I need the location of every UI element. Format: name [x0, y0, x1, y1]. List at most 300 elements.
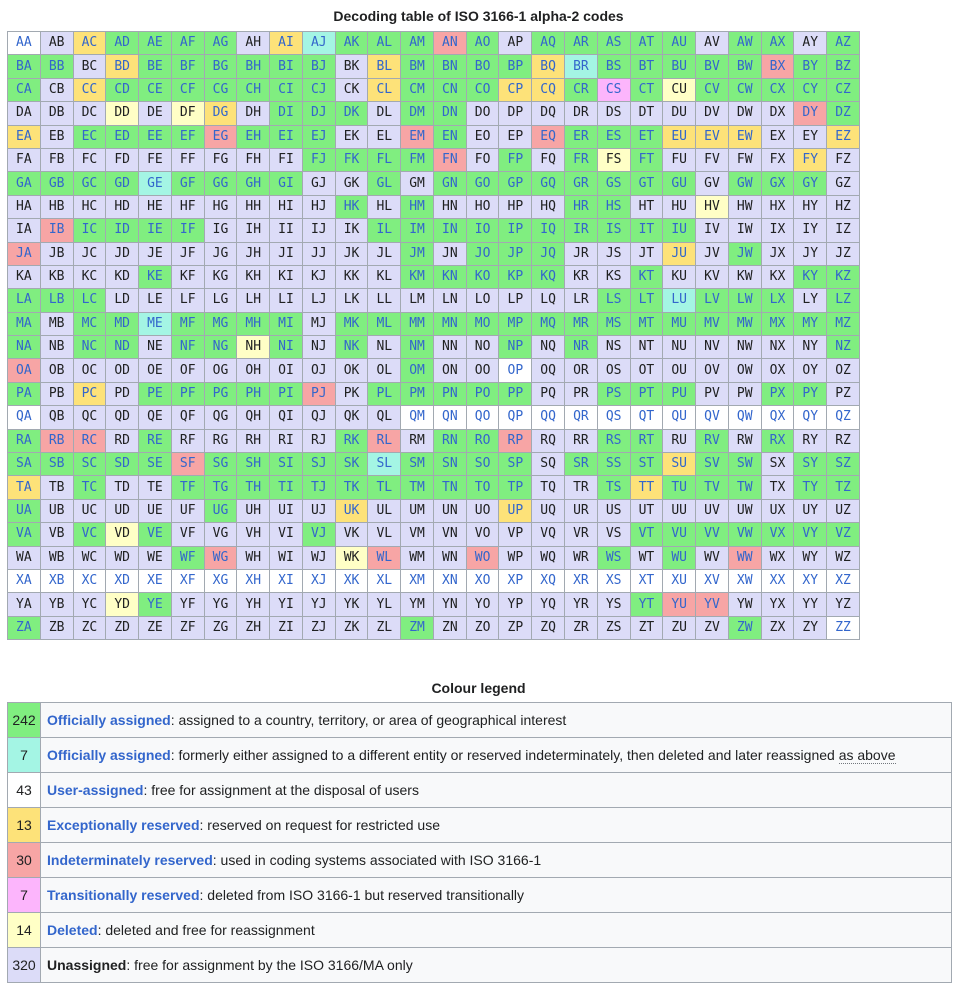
code-cell-vc[interactable]: VC [73, 523, 106, 546]
code-cell-qx[interactable]: QX [761, 406, 794, 429]
code-cell-sl[interactable]: SL [368, 453, 401, 476]
code-cell-ps[interactable]: PS [597, 382, 630, 405]
code-cell-ro[interactable]: RO [466, 429, 499, 452]
code-cell-mr[interactable]: MR [565, 312, 598, 335]
legend-label[interactable]: Exceptionally reserved [47, 817, 200, 833]
code-cell-se[interactable]: SE [139, 453, 172, 476]
code-cell-co[interactable]: CO [466, 78, 499, 101]
code-cell-ye[interactable]: YE [139, 593, 172, 616]
code-cell-hk[interactable]: HK [335, 195, 368, 218]
code-cell-op[interactable]: OP [499, 359, 532, 382]
code-cell-st[interactable]: ST [630, 453, 663, 476]
code-cell-im[interactable]: IM [401, 219, 434, 242]
code-cell-gr[interactable]: GR [565, 172, 598, 195]
code-cell-aa[interactable]: AA [8, 32, 41, 55]
code-cell-cl[interactable]: CL [368, 78, 401, 101]
code-cell-is[interactable]: IS [597, 219, 630, 242]
code-cell-nf[interactable]: NF [171, 336, 204, 359]
code-cell-gd[interactable]: GD [106, 172, 139, 195]
code-cell-ej[interactable]: EJ [302, 125, 335, 148]
code-cell-af[interactable]: AF [171, 32, 204, 55]
code-cell-tp[interactable]: TP [499, 476, 532, 499]
code-cell-pm[interactable]: PM [401, 382, 434, 405]
code-cell-tm[interactable]: TM [401, 476, 434, 499]
code-cell-ee[interactable]: EE [139, 125, 172, 148]
code-cell-fp[interactable]: FP [499, 148, 532, 171]
code-cell-mc[interactable]: MC [73, 312, 106, 335]
code-cell-mu[interactable]: MU [663, 312, 696, 335]
code-cell-bo[interactable]: BO [466, 55, 499, 78]
code-cell-kz[interactable]: KZ [827, 265, 860, 288]
code-cell-ae[interactable]: AE [139, 32, 172, 55]
code-cell-go[interactable]: GO [466, 172, 499, 195]
code-cell-qz[interactable]: QZ [827, 406, 860, 429]
code-cell-cx[interactable]: CX [761, 78, 794, 101]
code-cell-fr[interactable]: FR [565, 148, 598, 171]
code-cell-sj[interactable]: SJ [302, 453, 335, 476]
code-cell-kt[interactable]: KT [630, 265, 663, 288]
code-cell-az[interactable]: AZ [827, 32, 860, 55]
code-cell-px[interactable]: PX [761, 382, 794, 405]
code-cell-xs[interactable]: XS [597, 569, 630, 592]
code-cell-hs[interactable]: HS [597, 195, 630, 218]
code-cell-ci[interactable]: CI [270, 78, 303, 101]
code-cell-ec[interactable]: EC [73, 125, 106, 148]
code-cell-aw[interactable]: AW [728, 32, 761, 55]
code-cell-ie[interactable]: IE [139, 219, 172, 242]
code-cell-sc[interactable]: SC [73, 453, 106, 476]
code-cell-vx[interactable]: VX [761, 523, 794, 546]
code-cell-by[interactable]: BY [794, 55, 827, 78]
code-cell-ky[interactable]: KY [794, 265, 827, 288]
code-cell-an[interactable]: AN [433, 32, 466, 55]
code-cell-xm[interactable]: XM [401, 569, 434, 592]
code-cell-np[interactable]: NP [499, 336, 532, 359]
code-cell-uk[interactable]: UK [335, 499, 368, 522]
code-cell-sp[interactable]: SP [499, 453, 532, 476]
code-cell-rp[interactable]: RP [499, 429, 532, 452]
code-cell-fk[interactable]: FK [335, 148, 368, 171]
code-cell-cf[interactable]: CF [171, 78, 204, 101]
code-cell-ed[interactable]: ED [106, 125, 139, 148]
code-cell-kn[interactable]: KN [433, 265, 466, 288]
code-cell-nd[interactable]: ND [106, 336, 139, 359]
code-cell-lx[interactable]: LX [761, 289, 794, 312]
code-cell-vz[interactable]: VZ [827, 523, 860, 546]
code-cell-ad[interactable]: AD [106, 32, 139, 55]
code-cell-iq[interactable]: IQ [532, 219, 565, 242]
code-cell-ba[interactable]: BA [8, 55, 41, 78]
code-cell-bg[interactable]: BG [204, 55, 237, 78]
code-cell-ch[interactable]: CH [237, 78, 270, 101]
code-cell-dj[interactable]: DJ [302, 102, 335, 125]
code-cell-nc[interactable]: NC [73, 336, 106, 359]
code-cell-xj[interactable]: XJ [302, 569, 335, 592]
code-cell-xp[interactable]: XP [499, 569, 532, 592]
code-cell-mp[interactable]: MP [499, 312, 532, 335]
code-cell-jm[interactable]: JM [401, 242, 434, 265]
code-cell-cq[interactable]: CQ [532, 78, 565, 101]
code-cell-ju[interactable]: JU [663, 242, 696, 265]
code-cell-qp[interactable]: QP [499, 406, 532, 429]
code-cell-mi[interactable]: MI [270, 312, 303, 335]
code-cell-re[interactable]: RE [139, 429, 172, 452]
code-cell-dz[interactable]: DZ [827, 102, 860, 125]
code-cell-zm[interactable]: ZM [401, 616, 434, 639]
code-cell-cn[interactable]: CN [433, 78, 466, 101]
code-cell-qm[interactable]: QM [401, 406, 434, 429]
code-cell-qr[interactable]: QR [565, 406, 598, 429]
code-cell-lv[interactable]: LV [696, 289, 729, 312]
code-cell-mw[interactable]: MW [728, 312, 761, 335]
code-cell-ir[interactable]: IR [565, 219, 598, 242]
code-cell-am[interactable]: AM [401, 32, 434, 55]
code-cell-to[interactable]: TO [466, 476, 499, 499]
code-cell-ja[interactable]: JA [8, 242, 41, 265]
code-cell-bs[interactable]: BS [597, 55, 630, 78]
code-cell-ak[interactable]: AK [335, 32, 368, 55]
code-cell-lt[interactable]: LT [630, 289, 663, 312]
code-cell-tj[interactable]: TJ [302, 476, 335, 499]
code-cell-gp[interactable]: GP [499, 172, 532, 195]
code-cell-ng[interactable]: NG [204, 336, 237, 359]
code-cell-hm[interactable]: HM [401, 195, 434, 218]
code-cell-xt[interactable]: XT [630, 569, 663, 592]
code-cell-la[interactable]: LA [8, 289, 41, 312]
code-cell-gt[interactable]: GT [630, 172, 663, 195]
code-cell-tf[interactable]: TF [171, 476, 204, 499]
code-cell-bw[interactable]: BW [728, 55, 761, 78]
code-cell-jw[interactable]: JW [728, 242, 761, 265]
code-cell-bn[interactable]: BN [433, 55, 466, 78]
code-cell-em[interactable]: EM [401, 125, 434, 148]
code-cell-aj[interactable]: AJ [302, 32, 335, 55]
code-cell-qa[interactable]: QA [8, 406, 41, 429]
code-cell-mz[interactable]: MZ [827, 312, 860, 335]
code-cell-vy[interactable]: VY [794, 523, 827, 546]
code-cell-gw[interactable]: GW [728, 172, 761, 195]
code-cell-if[interactable]: IF [171, 219, 204, 242]
code-cell-xu[interactable]: XU [663, 569, 696, 592]
code-cell-xa[interactable]: XA [8, 569, 41, 592]
code-cell-qu[interactable]: QU [663, 406, 696, 429]
code-cell-gy[interactable]: GY [794, 172, 827, 195]
code-cell-ea[interactable]: EA [8, 125, 41, 148]
code-cell-es[interactable]: ES [597, 125, 630, 148]
code-cell-hr[interactable]: HR [565, 195, 598, 218]
code-cell-fy[interactable]: FY [794, 148, 827, 171]
code-cell-ge[interactable]: GE [139, 172, 172, 195]
code-cell-pn[interactable]: PN [433, 382, 466, 405]
code-cell-xb[interactable]: XB [40, 569, 73, 592]
code-cell-ar[interactable]: AR [565, 32, 598, 55]
code-cell-tg[interactable]: TG [204, 476, 237, 499]
code-cell-xn[interactable]: XN [433, 569, 466, 592]
code-cell-mk[interactable]: MK [335, 312, 368, 335]
code-cell-pp[interactable]: PP [499, 382, 532, 405]
code-cell-sv[interactable]: SV [696, 453, 729, 476]
legend-label[interactable]: Deleted [47, 922, 98, 938]
code-cell-br[interactable]: BR [565, 55, 598, 78]
code-cell-py[interactable]: PY [794, 382, 827, 405]
code-cell-qw[interactable]: QW [728, 406, 761, 429]
code-cell-in[interactable]: IN [433, 219, 466, 242]
code-cell-ml[interactable]: ML [368, 312, 401, 335]
code-cell-ac[interactable]: AC [73, 32, 106, 55]
code-cell-zw[interactable]: ZW [728, 616, 761, 639]
code-cell-sk[interactable]: SK [335, 453, 368, 476]
code-cell-lz[interactable]: LZ [827, 289, 860, 312]
code-cell-cw[interactable]: CW [728, 78, 761, 101]
code-cell-nz[interactable]: NZ [827, 336, 860, 359]
code-cell-bt[interactable]: BT [630, 55, 663, 78]
code-cell-kp[interactable]: KP [499, 265, 532, 288]
code-cell-my[interactable]: MY [794, 312, 827, 335]
code-cell-me[interactable]: ME [139, 312, 172, 335]
code-cell-bh[interactable]: BH [237, 55, 270, 78]
code-cell-bv[interactable]: BV [696, 55, 729, 78]
code-cell-cd[interactable]: CD [106, 78, 139, 101]
code-cell-it[interactable]: IT [630, 219, 663, 242]
code-cell-si[interactable]: SI [270, 453, 303, 476]
code-cell-gs[interactable]: GS [597, 172, 630, 195]
code-cell-bx[interactable]: BX [761, 55, 794, 78]
code-cell-mo[interactable]: MO [466, 312, 499, 335]
code-cell-rs[interactable]: RS [597, 429, 630, 452]
code-cell-lb[interactable]: LB [40, 289, 73, 312]
code-cell-cm[interactable]: CM [401, 78, 434, 101]
code-cell-xo[interactable]: XO [466, 569, 499, 592]
legend-label[interactable]: Officially assigned [47, 747, 171, 763]
code-cell-za[interactable]: ZA [8, 616, 41, 639]
code-cell-lw[interactable]: LW [728, 289, 761, 312]
code-cell-ew[interactable]: EW [728, 125, 761, 148]
code-cell-cv[interactable]: CV [696, 78, 729, 101]
code-cell-th[interactable]: TH [237, 476, 270, 499]
code-cell-qv[interactable]: QV [696, 406, 729, 429]
code-cell-ev[interactable]: EV [696, 125, 729, 148]
code-cell-eq[interactable]: EQ [532, 125, 565, 148]
code-cell-gb[interactable]: GB [40, 172, 73, 195]
code-cell-ax[interactable]: AX [761, 32, 794, 55]
code-cell-bd[interactable]: BD [106, 55, 139, 78]
code-cell-di[interactable]: DI [270, 102, 303, 125]
code-cell-tc[interactable]: TC [73, 476, 106, 499]
code-cell-io[interactable]: IO [466, 219, 499, 242]
code-cell-ce[interactable]: CE [139, 78, 172, 101]
code-cell-pg[interactable]: PG [204, 382, 237, 405]
code-cell-sw[interactable]: SW [728, 453, 761, 476]
code-cell-cr[interactable]: CR [565, 78, 598, 101]
code-cell-rt[interactable]: RT [630, 429, 663, 452]
code-cell-lc[interactable]: LC [73, 289, 106, 312]
code-cell-tz[interactable]: TZ [827, 476, 860, 499]
code-cell-gh[interactable]: GH [237, 172, 270, 195]
code-cell-er[interactable]: ER [565, 125, 598, 148]
code-cell-bi[interactable]: BI [270, 55, 303, 78]
code-cell-rv[interactable]: RV [696, 429, 729, 452]
code-cell-pa[interactable]: PA [8, 382, 41, 405]
code-cell-dm[interactable]: DM [401, 102, 434, 125]
code-cell-eu[interactable]: EU [663, 125, 696, 148]
code-cell-ip[interactable]: IP [499, 219, 532, 242]
code-cell-tk[interactable]: TK [335, 476, 368, 499]
code-cell-bz[interactable]: BZ [827, 55, 860, 78]
code-cell-xd[interactable]: XD [106, 569, 139, 592]
code-cell-il[interactable]: IL [368, 219, 401, 242]
code-cell-bb[interactable]: BB [40, 55, 73, 78]
code-cell-et[interactable]: ET [630, 125, 663, 148]
code-cell-ra[interactable]: RA [8, 429, 41, 452]
code-cell-ma[interactable]: MA [8, 312, 41, 335]
code-cell-cz[interactable]: CZ [827, 78, 860, 101]
code-cell-xk[interactable]: XK [335, 569, 368, 592]
code-cell-xy[interactable]: XY [794, 569, 827, 592]
code-cell-wl[interactable]: WL [368, 546, 401, 569]
code-cell-dk[interactable]: DK [335, 102, 368, 125]
code-cell-vu[interactable]: VU [663, 523, 696, 546]
code-cell-tn[interactable]: TN [433, 476, 466, 499]
code-cell-nk[interactable]: NK [335, 336, 368, 359]
code-cell-eg[interactable]: EG [204, 125, 237, 148]
code-cell-pe[interactable]: PE [139, 382, 172, 405]
code-cell-rl[interactable]: RL [368, 429, 401, 452]
code-cell-cc[interactable]: CC [73, 78, 106, 101]
code-cell-xf[interactable]: XF [171, 569, 204, 592]
code-cell-ei[interactable]: EI [270, 125, 303, 148]
code-cell-tl[interactable]: TL [368, 476, 401, 499]
code-cell-gl[interactable]: GL [368, 172, 401, 195]
code-cell-sa[interactable]: SA [8, 453, 41, 476]
code-cell-md[interactable]: MD [106, 312, 139, 335]
code-cell-om[interactable]: OM [401, 359, 434, 382]
code-cell-gg[interactable]: GG [204, 172, 237, 195]
legend-label[interactable]: Officially assigned [47, 712, 171, 728]
code-cell-ww[interactable]: WW [728, 546, 761, 569]
code-cell-ko[interactable]: KO [466, 265, 499, 288]
code-cell-at[interactable]: AT [630, 32, 663, 55]
code-cell-bm[interactable]: BM [401, 55, 434, 78]
code-cell-qo[interactable]: QO [466, 406, 499, 429]
code-cell-ms[interactable]: MS [597, 312, 630, 335]
code-cell-ve[interactable]: VE [139, 523, 172, 546]
code-cell-cs[interactable]: CS [597, 78, 630, 101]
code-cell-bq[interactable]: BQ [532, 55, 565, 78]
code-cell-dn[interactable]: DN [433, 102, 466, 125]
code-cell-mx[interactable]: MX [761, 312, 794, 335]
code-cell-sd[interactable]: SD [106, 453, 139, 476]
code-cell-wu[interactable]: WU [663, 546, 696, 569]
code-cell-rb[interactable]: RB [40, 429, 73, 452]
code-cell-al[interactable]: AL [368, 32, 401, 55]
code-cell-tu[interactable]: TU [663, 476, 696, 499]
code-cell-en[interactable]: EN [433, 125, 466, 148]
code-cell-sh[interactable]: SH [237, 453, 270, 476]
code-cell-ic[interactable]: IC [73, 219, 106, 242]
code-cell-xv[interactable]: XV [696, 569, 729, 592]
code-cell-xh[interactable]: XH [237, 569, 270, 592]
code-cell-wf[interactable]: WF [171, 546, 204, 569]
code-cell-ca[interactable]: CA [8, 78, 41, 101]
code-cell-ni[interactable]: NI [270, 336, 303, 359]
code-cell-pc[interactable]: PC [73, 382, 106, 405]
code-cell-eh[interactable]: EH [237, 125, 270, 148]
code-cell-wg[interactable]: WG [204, 546, 237, 569]
code-cell-up[interactable]: UP [499, 499, 532, 522]
code-cell-pl[interactable]: PL [368, 382, 401, 405]
code-cell-dg[interactable]: DG [204, 102, 237, 125]
code-cell-xi[interactable]: XI [270, 569, 303, 592]
code-cell-sb[interactable]: SB [40, 453, 73, 476]
code-cell-fn[interactable]: FN [433, 148, 466, 171]
as-above-link[interactable]: as above [838, 747, 896, 763]
code-cell-mf[interactable]: MF [171, 312, 204, 335]
code-cell-sn[interactable]: SN [433, 453, 466, 476]
code-cell-ts[interactable]: TS [597, 476, 630, 499]
code-cell-iu[interactable]: IU [663, 219, 696, 242]
code-cell-gi[interactable]: GI [270, 172, 303, 195]
code-cell-sy[interactable]: SY [794, 453, 827, 476]
code-cell-qy[interactable]: QY [794, 406, 827, 429]
code-cell-pi[interactable]: PI [270, 382, 303, 405]
code-cell-xc[interactable]: XC [73, 569, 106, 592]
code-cell-sf[interactable]: SF [171, 453, 204, 476]
code-cell-xq[interactable]: XQ [532, 569, 565, 592]
code-cell-fj[interactable]: FJ [302, 148, 335, 171]
code-cell-aq[interactable]: AQ [532, 32, 565, 55]
code-cell-tt[interactable]: TT [630, 476, 663, 499]
code-cell-be[interactable]: BE [139, 55, 172, 78]
code-cell-km[interactable]: KM [401, 265, 434, 288]
code-cell-jp[interactable]: JP [499, 242, 532, 265]
code-cell-cj[interactable]: CJ [302, 78, 335, 101]
code-cell-bf[interactable]: BF [171, 55, 204, 78]
code-cell-bl[interactable]: BL [368, 55, 401, 78]
code-cell-cg[interactable]: CG [204, 78, 237, 101]
code-cell-id[interactable]: ID [106, 219, 139, 242]
code-cell-qt[interactable]: QT [630, 406, 663, 429]
code-cell-ug[interactable]: UG [204, 499, 237, 522]
code-cell-ph[interactable]: PH [237, 382, 270, 405]
code-cell-gq[interactable]: GQ [532, 172, 565, 195]
code-cell-xx[interactable]: XX [761, 569, 794, 592]
legend-label[interactable]: Transitionally reserved [47, 887, 200, 903]
code-cell-gc[interactable]: GC [73, 172, 106, 195]
code-cell-fm[interactable]: FM [401, 148, 434, 171]
code-cell-va[interactable]: VA [8, 523, 41, 546]
code-cell-yt[interactable]: YT [630, 593, 663, 616]
code-cell-pt[interactable]: PT [630, 382, 663, 405]
code-cell-ez[interactable]: EZ [827, 125, 860, 148]
code-cell-ta[interactable]: TA [8, 476, 41, 499]
code-cell-mg[interactable]: MG [204, 312, 237, 335]
code-cell-pf[interactable]: PF [171, 382, 204, 405]
code-cell-na[interactable]: NA [8, 336, 41, 359]
code-cell-oa[interactable]: OA [8, 359, 41, 382]
code-cell-ef[interactable]: EF [171, 125, 204, 148]
code-cell-nm[interactable]: NM [401, 336, 434, 359]
code-cell-sr[interactable]: SR [565, 453, 598, 476]
code-cell-su[interactable]: SU [663, 453, 696, 476]
code-cell-dy[interactable]: DY [794, 102, 827, 125]
code-cell-xz[interactable]: XZ [827, 569, 860, 592]
code-cell-sg[interactable]: SG [204, 453, 237, 476]
code-cell-sm[interactable]: SM [401, 453, 434, 476]
code-cell-cy[interactable]: CY [794, 78, 827, 101]
code-cell-vw[interactable]: VW [728, 523, 761, 546]
code-cell-tw[interactable]: TW [728, 476, 761, 499]
code-cell-vt[interactable]: VT [630, 523, 663, 546]
